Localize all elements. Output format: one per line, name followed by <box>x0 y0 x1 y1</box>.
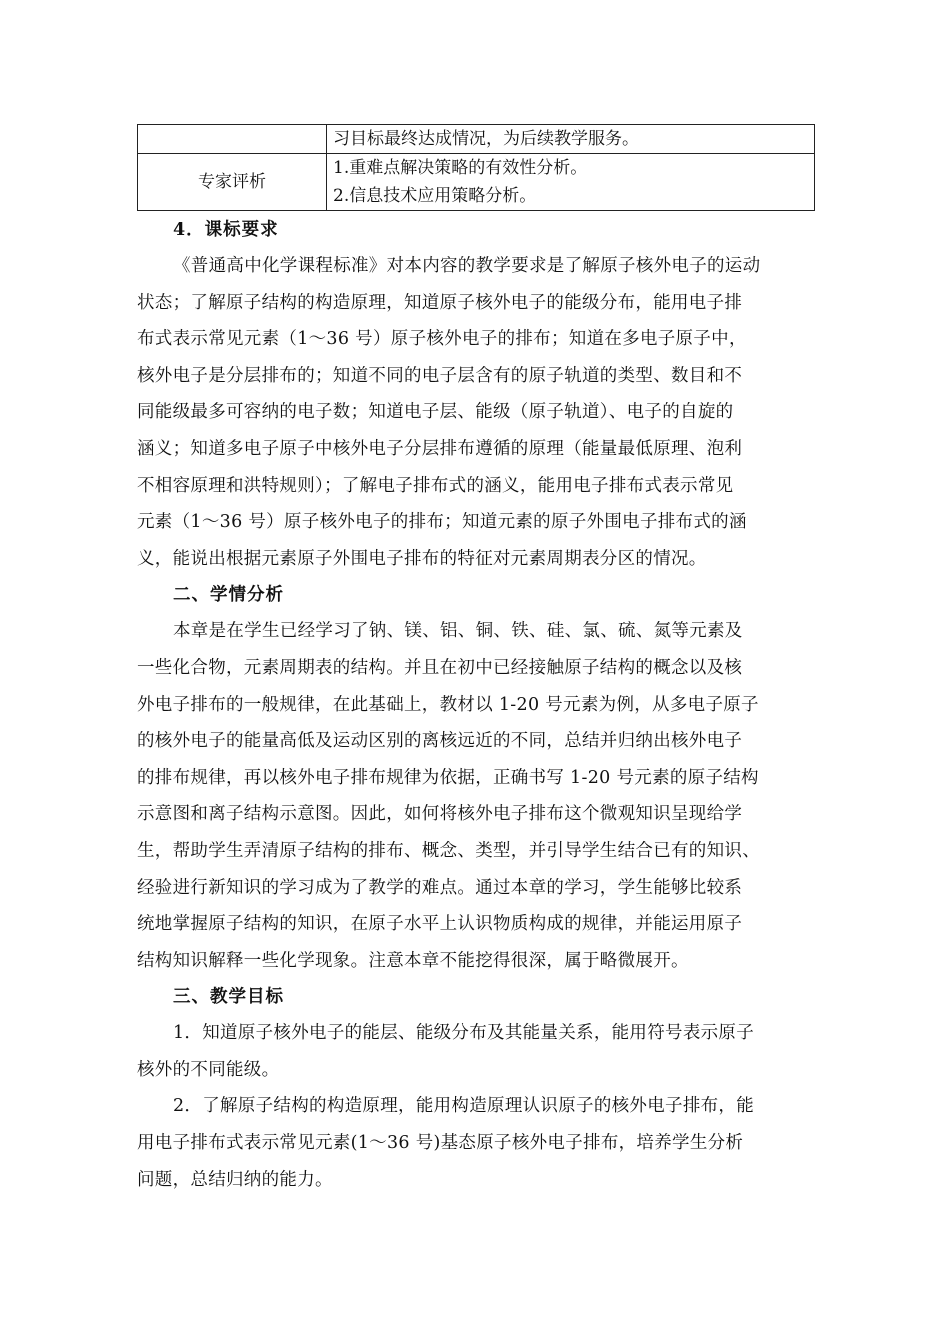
table-cell-line: 2.信息技术应用策略分析。 <box>333 186 537 206</box>
text-line: 的核外电子的能量高低及运动区别的离核远近的不同，总结并归纳出核外电子 <box>137 731 743 752</box>
text-line: 布式表示常见元素（1～36 号）原子核外电子的排布；知道在多电子原子中， <box>137 329 747 350</box>
table-cell-text <box>327 154 815 211</box>
table-cell-label: 专家评析 <box>138 154 327 211</box>
text-line: 外电子排布的一般规律，在此基础上，教材以 1-20 号元素为例，从多电子原子 <box>137 694 759 715</box>
text-line: 2．了解原子结构的构造原理，能用构造原理认识原子的核外电子排布，能 <box>173 1096 755 1117</box>
text-line: 结构知识解释一些化学现象。注意本章不能挖得很深，属于略微展开。 <box>137 950 689 971</box>
paragraph-continuation <box>137 285 817 578</box>
table-row <box>138 154 815 211</box>
section-heading: 二、学情分析 <box>173 585 284 606</box>
section-heading: 4．课标要求 <box>173 220 279 240</box>
text-line: 一些化合物，元素周期表的结构。并且在初中已经接触原子结构的概念以及核 <box>137 657 743 678</box>
text-line: 不相容原理和洪特规则）；了解电子排布式的涵义，能用电子排布式表示常见 <box>137 475 734 496</box>
evaluation-table <box>137 124 815 211</box>
paragraph <box>137 248 817 285</box>
text-line: 涵义；知道多电子原子中核外电子分层排布遵循的原理（能量最低原理、泡利 <box>137 438 743 459</box>
text-line: 用电子排布式表示常见元素(1～36 号)基态原子核外电子排布，培养学生分析 <box>137 1133 744 1154</box>
text-line: 义，能说出根据元素原子外围电子排布的特征对元素周期表分区的情况。 <box>137 548 707 569</box>
text-line: 1．知道原子核外电子的能层、能级分布及其能量关系，能用符号表示原子 <box>173 1023 755 1044</box>
paragraph <box>137 1015 817 1052</box>
text-line: 《普通高中化学课程标准》对本内容的教学要求是了解原子核外电子的运动 <box>173 256 761 276</box>
paragraph-continuation <box>137 1125 817 1198</box>
text-line: 元素（1～36 号）原子核外电子的排布；知道元素的原子外围电子排布式的涵 <box>137 512 747 533</box>
table-cell-line: 1.重难点解决策略的有效性分析。 <box>333 158 588 178</box>
section-heading: 三、教学目标 <box>173 987 284 1008</box>
text-line: 示意图和离子结构示意图。因此，如何将核外电子排布这个微观知识呈现给学 <box>137 804 743 825</box>
text-line: 经验进行新知识的学习成为了教学的难点。通过本章的学习，学生能够比较系 <box>137 877 743 898</box>
text-line: 本章是在学生已经学习了钠、镁、铝、铜、铁、硅、氯、硫、氮等元素及 <box>173 621 743 642</box>
document-body <box>137 212 817 1198</box>
table-cell-text: 习目标最终达成情况，为后续教学服务。 <box>327 125 815 154</box>
paragraph-continuation <box>137 650 817 979</box>
text-line: 核外电子是分层排布的；知道不同的电子层含有的原子轨道的类型、数目和不 <box>137 365 743 386</box>
text-line: 问题，总结归纳的能力。 <box>137 1169 333 1190</box>
paragraph <box>137 1088 817 1125</box>
text-line: 统地掌握原子结构的知识，在原子水平上认识物质构成的规律，并能运用原子 <box>137 914 743 935</box>
table-cell-label <box>138 125 327 154</box>
text-line: 状态；了解原子结构的构造原理，知道原子核外电子的能级分布，能用电子排 <box>137 292 743 313</box>
paragraph-continuation <box>137 1052 817 1089</box>
text-line: 的排布规律，再以核外电子排布规律为依据，正确书写 1-20 号元素的原子结构 <box>137 767 759 788</box>
paragraph <box>137 613 817 650</box>
text-line: 同能级最多可容纳的电子数；知道电子层、能级（原子轨道）、电子的自旋的 <box>137 402 734 423</box>
text-line: 生，帮助学生弄清原子结构的排布、概念、类型，并引导学生结合已有的知识、 <box>137 840 760 861</box>
text-line: 核外的不同能级。 <box>137 1059 280 1080</box>
table-row <box>138 125 815 154</box>
